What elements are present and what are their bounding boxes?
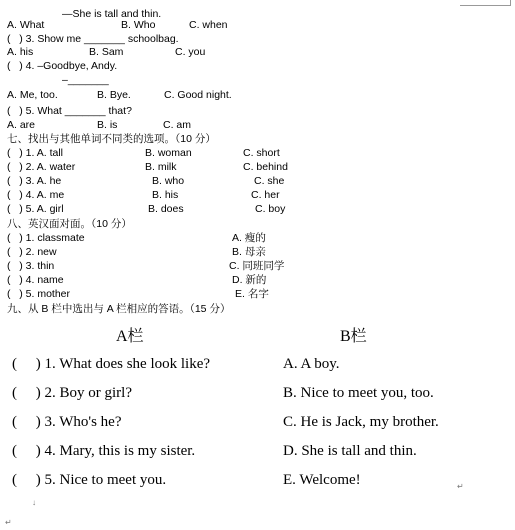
match-b-item: A. A boy. [283, 356, 340, 372]
match-b-item: E. Welcome! [283, 472, 361, 488]
down-arrow-icon: ↓ [32, 498, 36, 507]
column-a-header: A栏 [116, 328, 144, 345]
match-a-item: ( ) 5. Nice to meet you. [12, 472, 167, 488]
match-b-item: B. Nice to meet you, too. [283, 385, 434, 401]
page-corner-mark [460, 0, 511, 6]
match-a-item: ( ) 3. Who's he? [12, 414, 122, 430]
match-a-item: ( ) 1. What does she look like? [12, 356, 211, 372]
paragraph-return-icon: ↵ [5, 518, 12, 527]
match-a-item: ( ) 2. Boy or girl? [12, 385, 132, 401]
match-b-item: C. He is Jack, my brother. [283, 414, 439, 430]
paragraph-return-icon: ↵ [457, 482, 464, 491]
match-b-item: D. She is tall and thin. [283, 443, 417, 459]
column-b-header: B栏 [340, 328, 367, 345]
match-a-item: ( ) 4. Mary, this is my sister. [12, 443, 196, 459]
